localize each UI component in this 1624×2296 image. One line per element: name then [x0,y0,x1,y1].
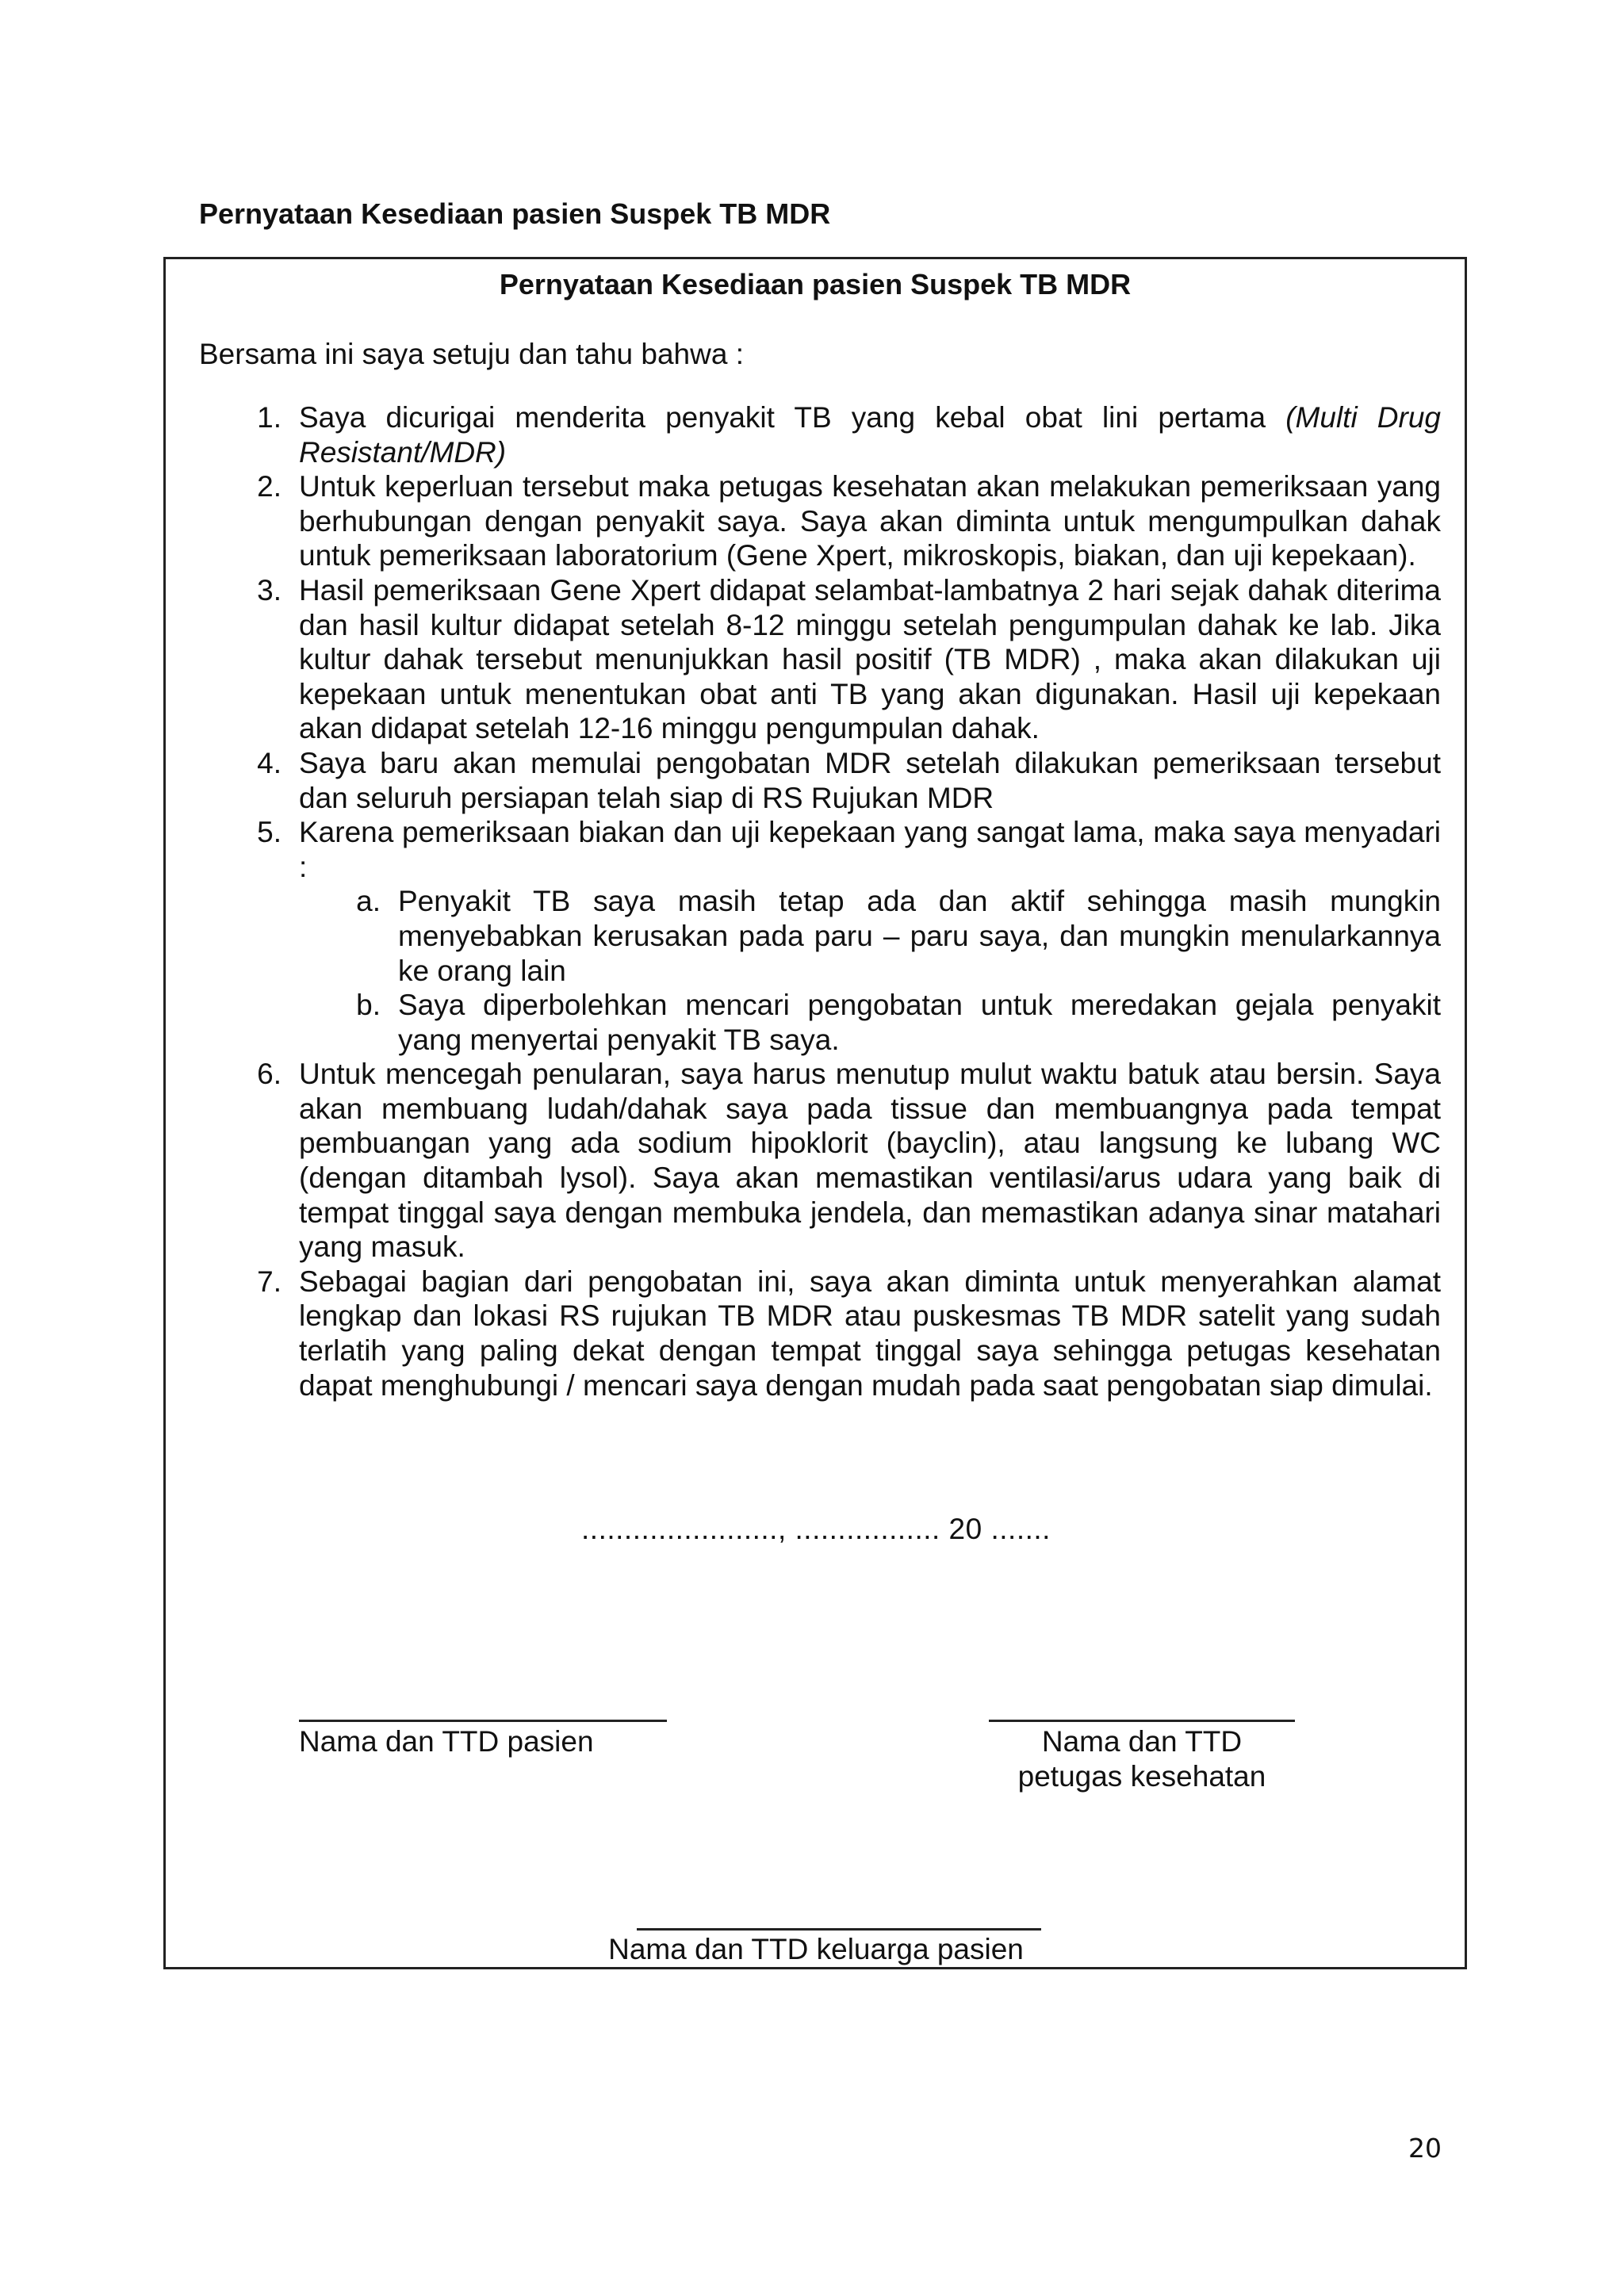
officer-label-line-1: Nama dan TTD [1041,1725,1243,1758]
item-text: Saya baru akan memulai pengobatan MDR setelah dilakukan pemeriksaan tersebut dan seluruh persiapan telah siap di RS Rujukan MDR [299,746,1441,814]
date-place-line: ......................., ................. 20 ....... [581,1513,1051,1545]
item-number: 3. [257,573,282,607]
item-number: 4. [257,746,282,779]
statement-subitem-a [356,884,1441,988]
page-number: 20 [1408,2133,1442,2164]
item-italic-text: (Multi Drug Resistant/MDR) [299,401,1442,469]
subitem-letter: a. [356,885,381,918]
statement-item-3 [257,573,1441,746]
statement-list [166,400,1465,1402]
item-text: Sebagai bagian dari pengobatan ini, saya akan diminta untuk menyerahkan alamat lengkap dan lokasi RS rujukan TB MDR atau puskesmas TB MDR satelit yang sudah terlatih yang paling dekat dengan tempat tinggal saya sehingga petugas kesehatan dapat menghubungi / mencari saya dengan mudah pada saat pengobatan siap dimulai. [299,1265,1441,1402]
item-number: 7. [257,1265,282,1298]
statement-item-4 [257,746,1441,815]
form-intro: Bersama ini saya setuju dan tahu bahwa : [199,338,744,370]
officer-signature-line [989,1720,1295,1722]
item-text: Saya dicurigai menderita penyakit TB yang kebal obat lini pertama [299,401,1286,434]
item-number: 2. [257,470,282,503]
subitem-text: Penyakit TB saya masih tetap ada dan aktif sehingga masih mungkin menyebabkan kerusakan pada paru – paru saya, dan mungkin menularkannya ke orang lain [398,885,1441,987]
patient-signature-line [299,1720,667,1722]
patient-signature-label: Nama dan TTD pasien [299,1725,594,1758]
item-text: Untuk mencegah penularan, saya harus menutup mulut waktu batuk atau bersin. Saya akan membuang ludah/dahak saya pada tissue dan membuangnya pada tempat pembuangan yang ada sodium hipoklorit (bayclin), atau langsung ke lubang WC (dengan ditambah lysol). Saya akan memastikan ventilasi/arus udara yang baik di tempat tinggal saya dengan membuka jendela, dan memastikan adanya sinar matahari yang masuk. [299,1058,1441,1264]
officer-label-line-2: petugas kesehatan [1017,1760,1266,1793]
item-text: Untuk keperluan tersebut maka petugas kesehatan akan melakukan pemeriksaan yang berhubungan dengan penyakit saya. Saya akan diminta untuk mengumpulkan dahak untuk pemeriksaan laboratorium (Gene Xpert, mikroskopis, biakan, dan uji kepekaan). [299,470,1441,572]
family-signature-label: Nama dan TTD keluarga pasien [608,1933,1024,1965]
item-number: 5. [257,816,282,849]
item-text: Karena pemeriksaan biakan dan uji kepekaan yang sangat lama, maka saya menyadari : [299,816,1441,883]
statement-subitem-b [356,988,1441,1057]
item-number: 1. [257,401,282,434]
officer-signature-label [989,1724,1295,1794]
family-signature-line [637,1928,1041,1931]
page-heading: Pernyataan Kesediaan pasien Suspek TB MDR [199,197,831,230]
statement-item-2 [257,469,1441,573]
statement-item-5 [257,815,1441,1057]
item-number: 6. [257,1058,282,1091]
form-title: Pernyataan Kesediaan pasien Suspek TB MDR [499,268,1132,300]
statement-item-6 [257,1057,1441,1265]
subitem-text: Saya diperbolehkan mencari pengobatan untuk meredakan gejala penyakit yang menyertai penyakit TB saya. [398,989,1441,1056]
statement-item-7 [257,1265,1441,1402]
item-text: Hasil pemeriksaan Gene Xpert didapat selambat-lambatnya 2 hari sejak dahak diterima dan hasil kultur didapat setelah 8-12 minggu setelah pengumpulan dahak ke lab. Jika kultur dahak tersebut menunjukkan hasil positif (TB MDR) , maka akan dilakukan uji kepekaan untuk menentukan obat anti TB yang akan digunakan. Hasil uji kepekaan akan didapat setelah 12-16 minggu pengumpulan dahak. [299,573,1441,745]
subitem-letter: b. [356,989,381,1022]
consent-form-box [163,257,1467,1969]
statement-item-1 [257,400,1442,469]
